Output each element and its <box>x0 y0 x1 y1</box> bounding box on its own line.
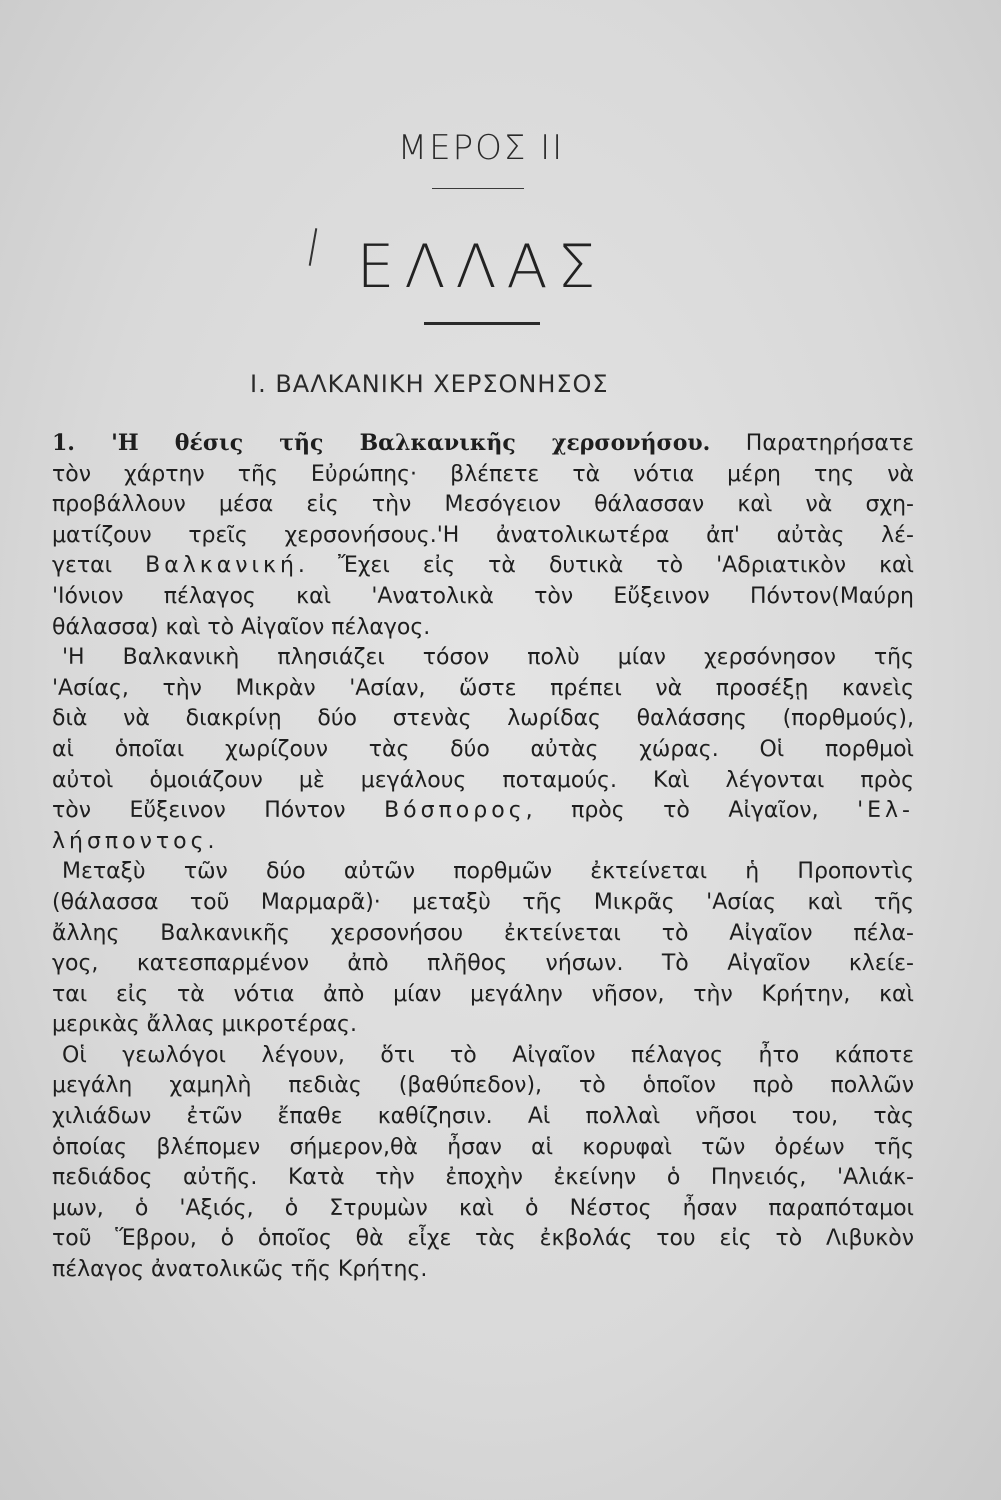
emphasized-term: Βόσπορος <box>384 798 526 824</box>
text-line: μων, ὁ 'Αξιός, ὁ Στρυμὼν καὶ ὁ Νέστος ἦσαν παραπόταμοι <box>52 1195 914 1221</box>
text-line: 1. 'Η θέσις τῆς Βαλκανικῆς χερσονήσου. Παρατηρήσατε <box>52 430 914 456</box>
text-line: πέλαγος ἀνατολικῶς τῆς Κρήτης. <box>52 1257 428 1283</box>
text-line: χιλιάδων ἐτῶν ἔπαθε καθίζησιν. Αἱ πολλαὶ νῆσοι του, τὰς <box>52 1104 914 1130</box>
text-line: ἄλλης Βαλκανικῆς χερσονήσου ἐκτείνεται τὸ Αἰγαῖον πέλα- <box>52 920 914 946</box>
text-line: διὰ νὰ διακρίνῃ δύο στενὰς λωρίδας θαλάσσης (πορθμούς), <box>52 706 914 732</box>
text-line: τὸν Εὔξεινον Πόντον Βόσπορος, πρὸς τὸ Αἰγαῖον, 'Ελ- <box>52 798 914 824</box>
text-line: λήσποντος. <box>52 828 215 854</box>
text-line: γεται Βαλκανική. Ἔχει εἰς τὰ δυτικὰ τὸ 'Αδριατικὸν καὶ <box>52 553 914 579</box>
text-line: θάλασσα) καὶ τὸ Αἰγαῖον πέλαγος. <box>52 614 431 640</box>
section-title: Ι. ΒΑΛΚΑΝΙΚΗ ΧΕΡΣΟΝΗΣΟΣ <box>250 370 609 398</box>
text-line: γος, κατεσπαρμένον ἀπὸ πλῆθος νήσων. Τὸ Αἰγαῖον κλείε- <box>52 951 914 977</box>
text-line: ται εἰς τὰ νότια ἀπὸ μίαν μεγάλην νῆσον, τὴν Κρήτην, καὶ <box>52 981 914 1007</box>
paragraph-heading: 1. 'Η θέσις τῆς Βαλκανικῆς χερσονήσου. <box>52 430 711 456</box>
emphasized-term: λήσποντος <box>52 828 208 854</box>
main-title: ΕΛΛΑΣ <box>356 232 606 302</box>
text-line: τοῦ Ἕβρου, ὁ ὁποῖος θὰ εἶχε τὰς ἐκβολάς του εἰς τὸ Λιβυκὸν <box>52 1226 914 1252</box>
text-line: αὐτοὶ ὁμοιάζουν μὲ μεγάλους ποταμούς. Καὶ λέγονται πρὸς <box>52 767 914 793</box>
text-line: τὸν χάρτην τῆς Εὐρώπης· βλέπετε τὰ νότια μέρη της νὰ <box>52 461 914 487</box>
text-line: (θάλασσα τοῦ Μαρμαρᾶ)· μεταξὺ τῆς Μικρᾶς 'Ασίας καὶ τῆς <box>52 889 914 915</box>
text-line: 'Ιόνιον πέλαγος καὶ 'Ανατολικὰ τὸν Εὔξεινον Πόντον(Μαύρη <box>52 583 914 609</box>
text-line: αἱ ὁποῖαι χωρίζουν τὰς δύο αὐτὰς χώρας. Οἱ πορθμοὶ <box>52 736 914 762</box>
divider-rule-bottom <box>424 322 540 325</box>
body-text <box>52 428 914 1286</box>
text-line: Οἱ γεωλόγοι λέγουν, ὅτι τὸ Αἰγαῖον πέλαγος ἦτο κάποτε <box>62 1042 914 1068</box>
text-line: 'Ασίας, τὴν Μικρὰν 'Ασίαν, ὥστε πρέπει νὰ προσέξῃ κανεὶς <box>52 675 914 701</box>
text-line: πεδιάδος αὐτῆς. Κατὰ τὴν ἐποχὴν ἐκείνην ὁ Πηνειός, 'Αλιάκ- <box>52 1165 914 1191</box>
text-line: ματίζουν τρεῖς χερσονήσους.'Η ἀνατολικωτέρα ἀπ' αὐτὰς λέ- <box>52 522 914 548</box>
text-line: Μεταξὺ τῶν δύο αὐτῶν πορθμῶν ἐκτείνεται ἡ Προποντὶς <box>62 859 914 885</box>
emphasized-term: 'Ελ- <box>857 798 914 824</box>
text-line: ὁποίας βλέπομεν σήμερον,θὰ ἦσαν αἱ κορυφαὶ τῶν ὀρέων τῆς <box>52 1134 914 1160</box>
emphasized-term: Βαλκανική <box>145 553 298 579</box>
text-line: μεγάλη χαμηλὴ πεδιὰς (βαθύπεδον), τὸ ὁποῖον πρὸ πολλῶν <box>52 1073 914 1099</box>
part-heading: ΜΕΡΟΣ ΙΙ <box>397 128 565 168</box>
text-line: 'Η Βαλκανικὴ πλησιάζει τόσον πολὺ μίαν χερσόνησον τῆς <box>62 645 914 671</box>
text-line: μερικὰς ἄλλας μικροτέρας. <box>52 1012 357 1038</box>
text-line: προβάλλουν μέσα εἰς τὴν Μεσόγειον θάλασσαν καὶ νὰ σχη- <box>52 492 914 518</box>
divider-rule-top <box>432 188 524 189</box>
